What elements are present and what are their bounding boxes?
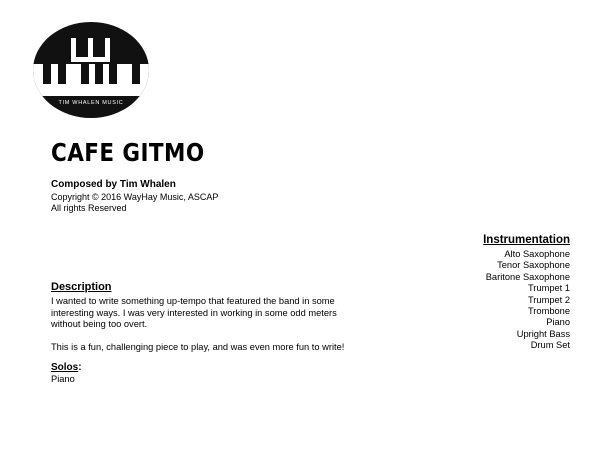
description-heading: Description <box>51 281 112 293</box>
instrumentation-item: Trumpet 1 <box>527 283 570 294</box>
solos-item: Piano <box>51 374 75 384</box>
instrumentation-item: Trombone <box>527 306 570 317</box>
solos-heading-label: Solos <box>51 362 79 373</box>
logo-circle <box>33 22 149 118</box>
piano-keys-icon <box>33 64 149 96</box>
description-paragraph: I wanted to write something up-tempo that featured the band in some interesting ways. I was very interested in working in some odd meters without being too overt. <box>51 296 337 329</box>
piano-black-key <box>95 64 103 84</box>
instrumentation-item: Tenor Saxophone <box>497 260 570 271</box>
instrumentation-item: Trumpet 2 <box>527 294 570 305</box>
piano-black-key <box>81 64 89 84</box>
rights-line: All rights Reserved <box>51 203 127 213</box>
instrumentation-item: Upright Bass <box>516 328 570 339</box>
solos-heading <box>51 362 251 373</box>
instrumentation-item: Baritone Saxophone <box>485 271 570 282</box>
instrumentation-item: Drum Set <box>530 340 570 351</box>
instrumentation-item: Piano <box>546 317 570 328</box>
credits-block <box>51 179 218 215</box>
logo-caption: TIM WHALEN MUSIC <box>58 100 124 106</box>
page-title: CAFE GITMO <box>51 138 205 167</box>
piano-black-key <box>58 64 66 84</box>
solos-heading-colon: : <box>78 362 82 373</box>
piano-black-key <box>109 64 117 84</box>
instrumentation-heading: Instrumentation <box>483 234 570 246</box>
logo-w-foot <box>88 57 110 62</box>
logo <box>33 22 151 120</box>
solos-block <box>51 362 251 386</box>
composer-line: Composed by Tim Whalen <box>51 179 176 190</box>
instrumentation-block <box>483 234 570 352</box>
instrumentation-item: Alto Saxophone <box>504 249 570 259</box>
piano-black-key <box>43 64 51 84</box>
description-paragraph: This is a fun, challenging piece to play, and was even more fun to write! <box>51 341 345 352</box>
piano-black-key <box>132 64 140 84</box>
logo-w-mark <box>71 38 111 62</box>
copyright-line: Copyright © 2016 WayHay Music, ASCAP <box>51 191 219 202</box>
description-block <box>51 281 361 353</box>
